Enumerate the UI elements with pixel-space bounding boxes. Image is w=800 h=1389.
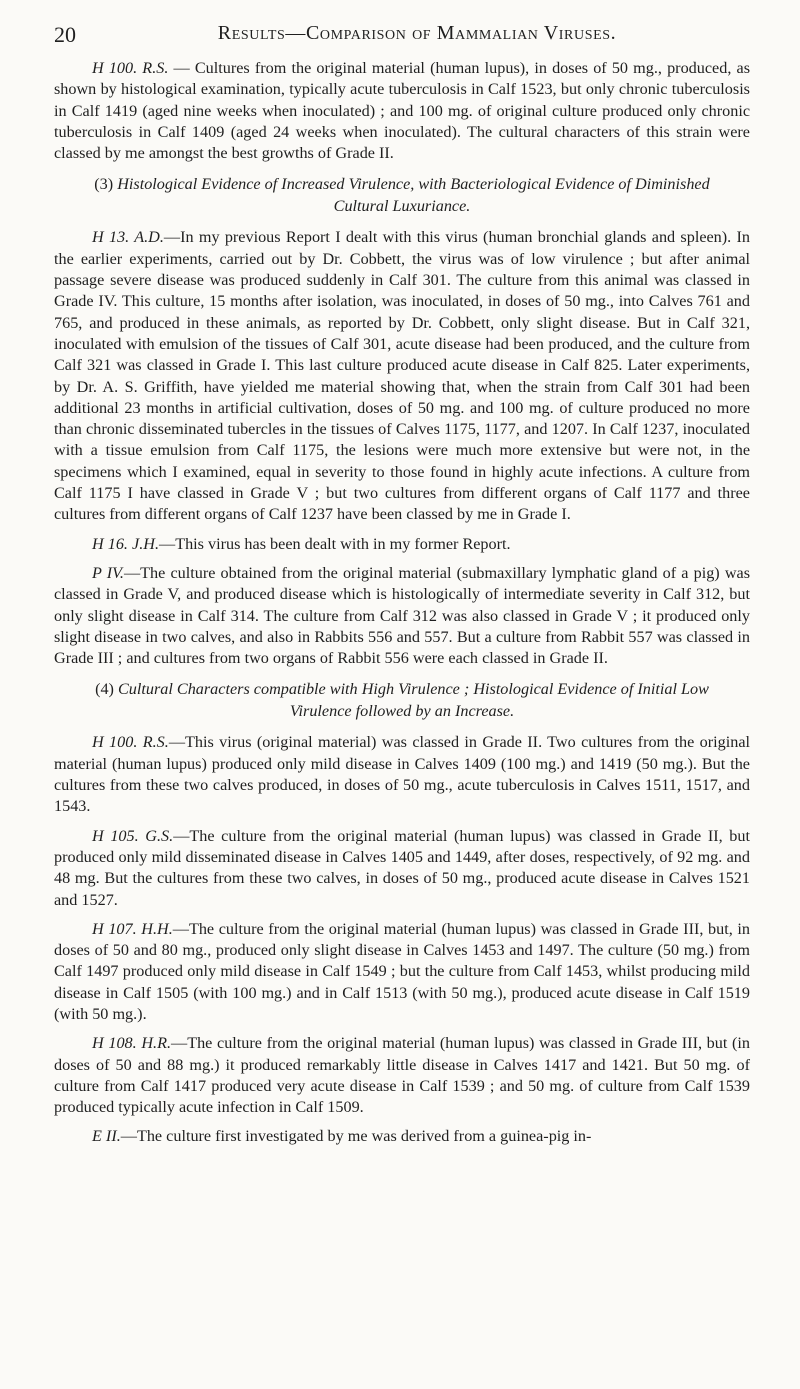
body-text <box>54 58 750 1148</box>
paragraph <box>54 732 750 817</box>
paragraph-text: —The culture obtained from the original material (submaxillary lymphatic gland of a pig) was classed in Grade V, and produced disease which is histologically of intermediate severity in Calf 312, but only slight disease in Calf 314. The culture from Calf 312 was also classed in Grade V ; it produced only slight disease in two calves, and also in Rabbits 556 and 557. But a culture from Rabbit 557 was classed in Grade III ; and cultures from two organs of Rabbit 556 were each classed in Grade II. <box>54 563 750 668</box>
virus-label: H 107. H.H. <box>92 919 173 938</box>
paragraph-text: —In my previous Report I dealt with this virus (human bronchial glands and spleen). In the earlier experiments, carried out by Dr. Cobbett, the virus was of low virulence ; but after animal passage severe disease was produced suddenly in Calf 301. The culture from this animal was classed in Grade IV. This culture, 15 months after isolation, was inoculated, in doses of 50 mg., into Calves 761 and 765, and produced in these animals, as reported by Dr. Cobbett, only slight disease. But in Calf 321, inoculated with emulsion of the tissues of Calf 301, acute disease had been produced, and the culture from Calf 321 was classed in Grade I. This last culture produced acute disease in Calf 825. Later experiments, by Dr. A. S. Griffith, have yielded me material showing that, when the strain from Calf 301 had been additional 23 months in artificial cultivation, doses of 50 mg. and 100 mg. of culture produced no more than chronic disseminated tubercles in the tissues of Calves 1175, 1177, and 1207. In Calf 1237, inoculated with a tissue emulsion from Calf 1175, the lesions were much more extensive but were not, in the specimens which I examined, equal in severity to those found in highly acute infections. A culture from Calf 1175 I have classed in Grade V ; but two cultures from different organs of Calf 1177 and three cultures from different organs of Calf 1237 have been classed by me in Grade I. <box>54 228 750 524</box>
paragraph <box>54 826 750 911</box>
virus-label: H 16. J.H. <box>92 534 159 553</box>
paragraph-text: —The culture from the original material (human lupus) was classed in Grade III, but (in doses of 50 and 88 mg.) it produced remarkably little disease in Calves 1417 and 1421. But 50 mg. of culture from Calf 1417 produced very acute disease in Calf 1539 ; and 50 mg. of culture from Calf 1539 produced typically acute infection in Calf 1509. <box>54 1034 750 1117</box>
paragraph <box>54 534 750 555</box>
section-number: (4) <box>95 680 114 699</box>
section-title: Cultural Characters compatible with High Virulence ; Histological Evidence of Initial Low Virulence followed by an Increase. <box>117 680 709 720</box>
paragraph <box>54 919 750 1025</box>
paragraph <box>54 1126 750 1147</box>
page-header <box>54 22 750 58</box>
section-heading <box>84 174 720 217</box>
paragraph <box>54 227 750 525</box>
section-number: (3) <box>94 175 114 194</box>
paragraph <box>54 1033 750 1118</box>
paragraph-text: —This virus has been dealt with in my former Report. <box>159 534 511 553</box>
section-title: Histological Evidence of Increased Virulence, with Bacteriological Evidence of Diminished Cultural Luxuriance. <box>117 175 710 215</box>
paragraph-text: —The culture from the original material (human lupus) was classed in Grade III, but, in doses of 50 and 80 mg., produced only slight disease in Calves 1453 and 1497. The culture (50 mg.) from Calf 1497 produced only mild disease in Calf 1549 ; but the culture from Calf 1453, whilst producing mild disease in Calf 1505 (with 100 mg.) and in Calf 1513 (with 50 mg.), produced acute disease in Calf 1519 (with 50 mg.). <box>54 919 750 1023</box>
virus-label: H 13. A.D. <box>92 228 164 247</box>
paragraph-text: —This virus (original material) was classed in Grade II. Two cultures from the original material (human lupus) produced only mild disease in Calves 1409 (100 mg.) and 1419 (50 mg.). But the cultures from these two calves produced, in doses of 50 mg., acute tuberculosis in Calves 1511, 1517, and 1543. <box>54 733 751 816</box>
virus-label: H 105. G.S. <box>92 826 174 845</box>
virus-label: P IV. <box>92 563 124 582</box>
paragraph <box>54 58 750 164</box>
section-heading <box>84 679 720 722</box>
paragraph-text: — Cultures from the original material (human lupus), in doses of 50 mg., produced, as shown by histological examination, typically acute tuberculosis in Calf 1523, but only chronic tuberculosis in Calf 1419 (aged nine weeks when inoculated) ; and 100 mg. of original culture produced only chronic tuberculosis in Calf 1409 (aged 24 weeks when inoculated). The cultural characters of this strain were classed by me amongst the best growths of Grade II. <box>54 59 750 163</box>
virus-label: H 108. H.R. <box>92 1034 172 1053</box>
virus-label: H 100. R.S. <box>92 59 169 77</box>
paragraph-text: —The culture first investigated by me was derived from a guinea-pig in- <box>120 1127 592 1146</box>
running-head: Results—Comparison of Mammalian Viruses. <box>217 22 617 44</box>
paragraph-text: —The culture from the original material (human lupus) was classed in Grade II, but produced only mild disseminated disease in Calves 1405 and 1449, after doses, respectively, of 92 mg. and 48 mg. But the cultures from these two calves, in doses of 50 mg., produced acute disease in Calves 1521 and 1527. <box>54 826 750 909</box>
paragraph <box>54 563 750 669</box>
virus-label: H 100. R.S. <box>92 733 169 752</box>
page-number: 20 <box>54 22 76 47</box>
virus-label: E II. <box>92 1127 121 1146</box>
